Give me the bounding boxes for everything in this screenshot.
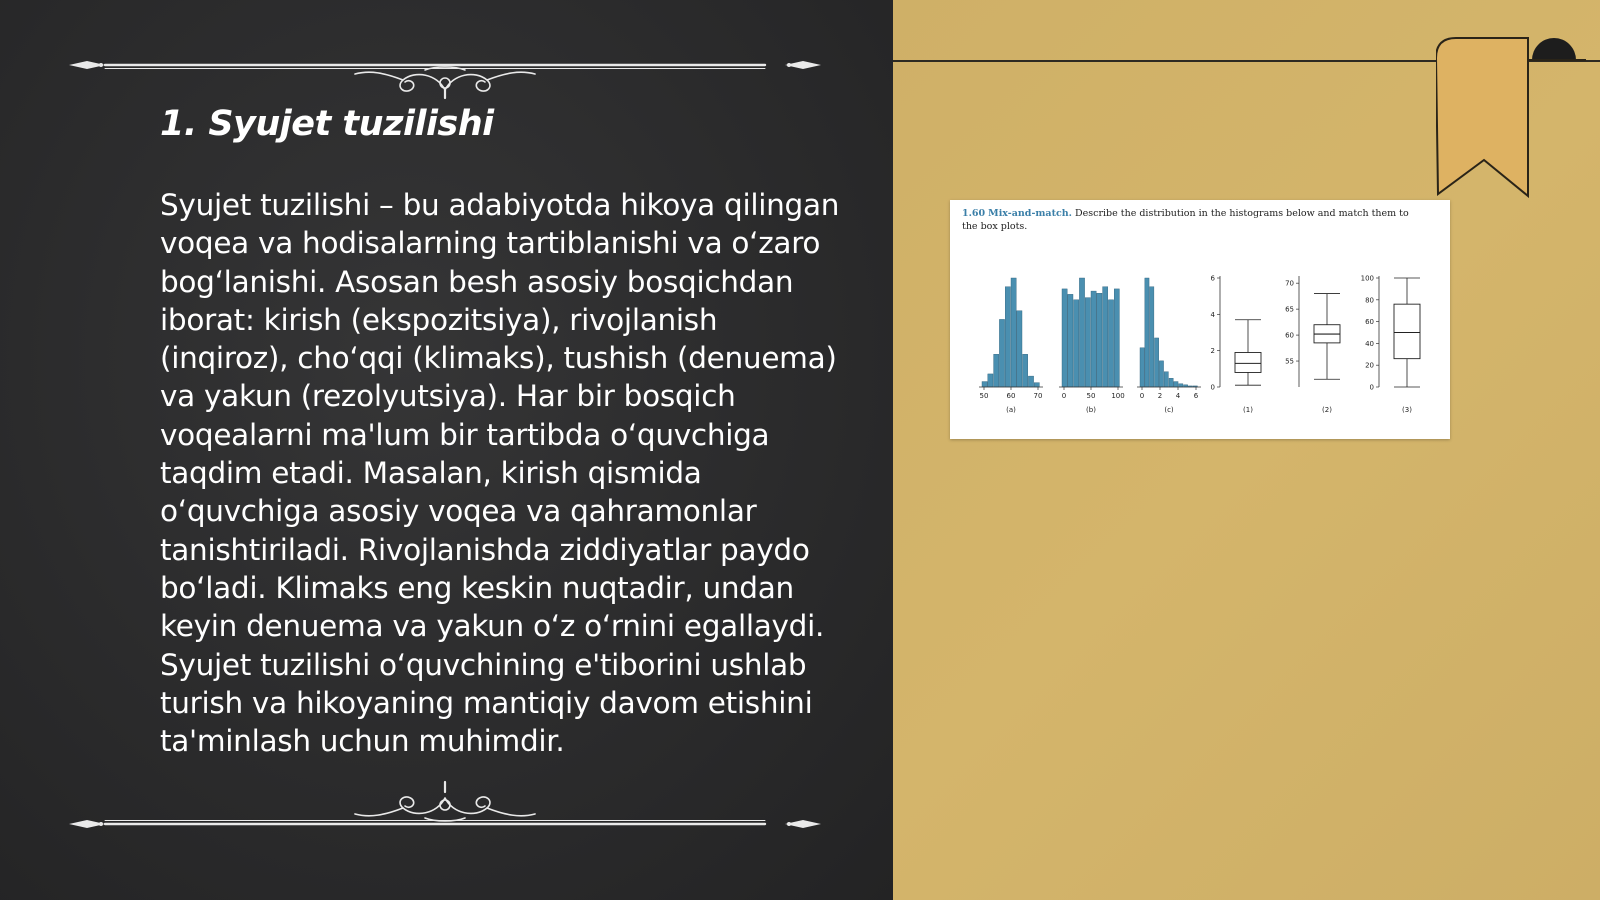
- histogram-bar: [1164, 372, 1168, 387]
- histogram-bar: [1011, 278, 1016, 387]
- histogram-bar: [1068, 294, 1073, 387]
- boxplot-label: (1): [1243, 406, 1253, 414]
- histogram-bar: [1155, 338, 1159, 387]
- boxplot-tick-label: 55: [1285, 357, 1294, 366]
- histogram-bar: [1017, 311, 1022, 387]
- histogram-tick-label: 50: [979, 392, 989, 400]
- bookmark-ribbon-icon: [1436, 36, 1586, 198]
- boxplot-tick-label: 20: [1365, 361, 1374, 370]
- boxplot-tick-label: 0: [1369, 383, 1374, 392]
- boxplot-tick-label: 70: [1285, 279, 1294, 288]
- histogram-bar: [1140, 348, 1144, 387]
- histogram-bar: [1179, 384, 1183, 387]
- histogram-bar: [1103, 287, 1108, 387]
- histogram-boxplot-figure: [950, 200, 1450, 439]
- histogram-bar: [1005, 287, 1010, 387]
- histogram-tick-label: 0: [1139, 392, 1145, 400]
- histogram-bar: [1074, 300, 1079, 387]
- slide-body-text: Syujet tuzilishi – bu adabiyotda hikoya qilingan voqea va hodisalarning tartiblanishi va o‘zaro bog‘lanishi. Asosan besh asosiy bosqichdan iborat: kirish (ekspozitsiya), rivojlanish (inqiroz), cho‘qqi (klimaks), tushish (denuema) va yakun (rezolyutsiya). Har bir bosqich voqealarni ma'lum bir tartibda o‘quvchiga taqdim etadi. Masalan, kirish qismida o‘quvchiga asosiy voqea va qahramonlar tanishtiriladi. Rivojlanishda ziddiyatlar paydo bo‘ladi. Klimaks eng keskin nuqtadir, undan keyin denuema va yakun o‘z o‘rnini egallaydi. Syujet tuzilishi o‘quvchining e'tiborini ushlab turish va hikoyaning mantiqiy davom etishini ta'minlash uchun muhimdir.: [160, 188, 840, 759]
- problem-title: Mix-and-match.: [988, 208, 1072, 219]
- histogram-label: (c): [1164, 406, 1174, 414]
- boxplot-tick-label: 2: [1210, 347, 1215, 356]
- figure-caption: [962, 208, 1409, 219]
- histogram-bar: [1085, 298, 1090, 387]
- histogram-tick-label: 0: [1061, 392, 1067, 400]
- histogram-bar: [1097, 293, 1102, 387]
- histogram-label: (a): [1006, 406, 1016, 414]
- boxplot-tick-label: 6: [1210, 274, 1215, 283]
- histogram-tick-label: 70: [1033, 392, 1043, 400]
- histogram-bar: [982, 382, 987, 387]
- histogram-bar: [1159, 361, 1163, 387]
- boxplot-tick-label: 60: [1365, 318, 1374, 327]
- slide-title: 1. Syujet tuzilishi: [160, 104, 494, 144]
- caption-line-1: Describe the distribution in the histograms below and match them to: [1075, 208, 1409, 219]
- histogram-tick-label: 2: [1157, 392, 1163, 400]
- boxplot-box: [1394, 304, 1420, 359]
- histogram-bar: [1150, 287, 1154, 387]
- boxplot-tick-label: 100: [1360, 274, 1374, 283]
- histogram-tick-label: 6: [1193, 392, 1199, 400]
- histogram-bar: [1062, 289, 1067, 387]
- boxplot-tick-label: 65: [1285, 305, 1294, 314]
- chart-figure: [950, 200, 1450, 439]
- boxplot-box: [1235, 352, 1261, 372]
- histogram-label: (b): [1086, 406, 1096, 414]
- histogram-bar: [1169, 378, 1173, 387]
- problem-number: 1.60: [962, 208, 986, 219]
- histogram-bar: [999, 319, 1004, 387]
- plots-group: [979, 275, 1420, 415]
- histogram-tick-label: 4: [1175, 392, 1181, 400]
- boxplot-label: (3): [1402, 406, 1412, 414]
- histogram-tick-label: 100: [1111, 392, 1125, 400]
- histogram-bar: [1174, 382, 1178, 387]
- histogram-bar: [1034, 383, 1039, 387]
- boxplot-tick-label: 40: [1365, 339, 1374, 348]
- boxplot-tick-label: 80: [1365, 296, 1374, 305]
- top-ornament-divider: [65, 40, 825, 100]
- histogram-bar: [988, 374, 993, 387]
- bottom-ornament-divider: [65, 778, 825, 838]
- boxplot-tick-label: 60: [1285, 331, 1294, 340]
- histogram-bar: [994, 354, 999, 387]
- histogram-tick-label: 60: [1006, 392, 1016, 400]
- histogram-bar: [1145, 278, 1149, 387]
- histogram-bar: [1028, 376, 1033, 387]
- histogram-bar: [1108, 300, 1113, 387]
- boxplot-tick-label: 4: [1210, 310, 1215, 319]
- boxplot-label: (2): [1322, 406, 1332, 414]
- histogram-bar: [1091, 291, 1096, 387]
- boxplot-tick-label: 0: [1210, 383, 1215, 392]
- histogram-tick-label: 50: [1086, 392, 1096, 400]
- histogram-bar: [1023, 354, 1028, 387]
- histogram-bar: [1114, 289, 1119, 387]
- histogram-bar: [1079, 278, 1084, 387]
- caption-line-2: the box plots.: [962, 221, 1028, 232]
